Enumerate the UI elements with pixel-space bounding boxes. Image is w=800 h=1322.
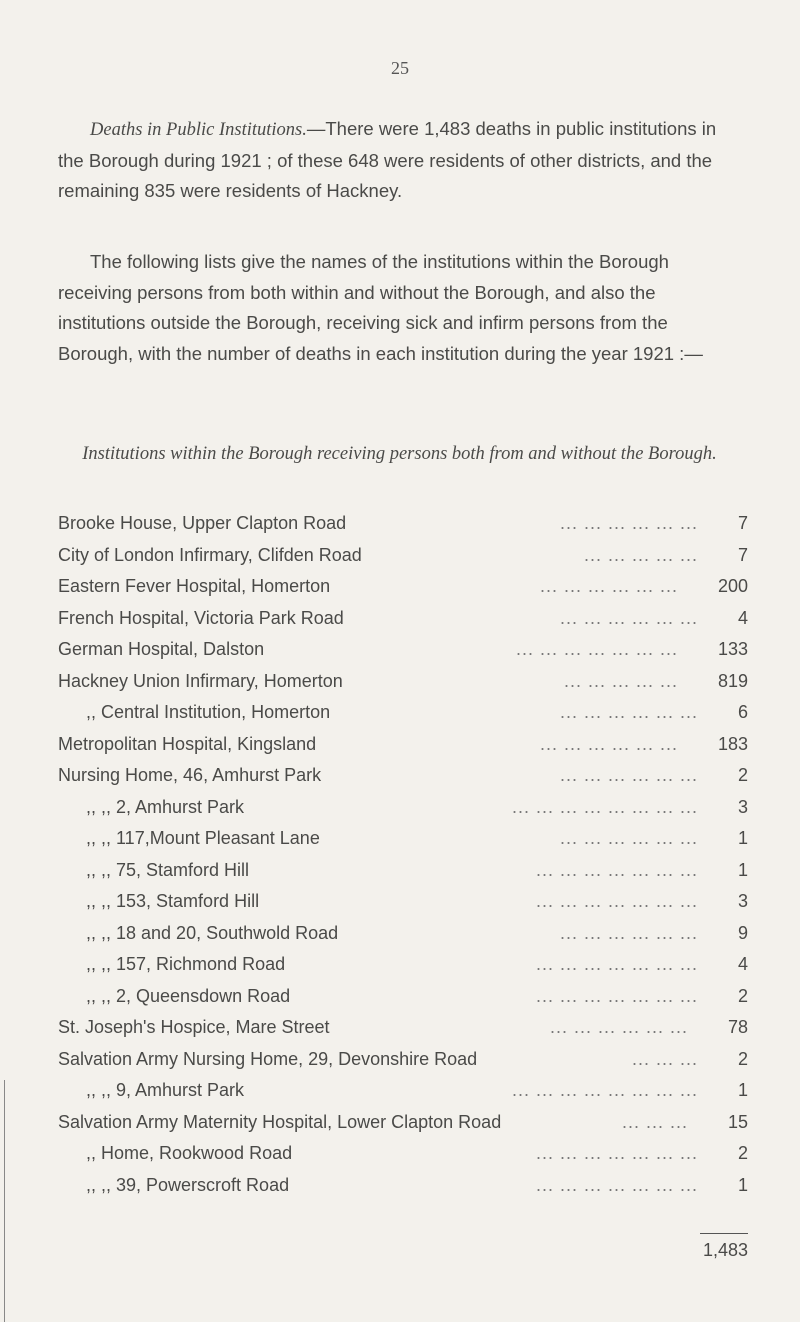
- institution-name: City of London Infirmary, Clifden Road: [58, 544, 362, 565]
- institution-name: Brooke House, Upper Clapton Road: [58, 513, 347, 533]
- section-heading: Institutions within the Borough receiving persons both from and without the Borough.: [82, 444, 717, 464]
- institution-name: ,, ,, 2, Amhurst Park: [86, 796, 245, 817]
- leader-dots: ... ... ... ... ...: [583, 544, 698, 565]
- description-paragraph: The following lists give the names of the institutions within the Borough receiving persons from both within and without the Borough, and also the institutions outside the Borough, receiving sick and infirm persons from the Borough, with the number of deaths in each institution during the year 1921 :—: [58, 251, 703, 364]
- death-count: 133: [717, 639, 748, 659]
- leader-dots: ... ... ...: [621, 1111, 688, 1132]
- leader-dots: ... ... ... ... ... ...: [539, 733, 678, 754]
- leader-dots: ... ... ... ... ... ... ...: [535, 1143, 698, 1163]
- leader-dots: ... ... ... ... ... ...: [559, 828, 698, 848]
- institution-row: [58, 571, 748, 603]
- institution-name: ,, ,, 39, Powerscroft Road: [86, 1174, 290, 1195]
- institution-name: ,, Central Institution, Homerton: [86, 702, 331, 722]
- page-number: 25: [391, 58, 409, 78]
- leader-dots: ... ... ... ... ... ... ...: [535, 954, 698, 974]
- institution-name: ,, Home, Rookwood Road: [86, 1143, 293, 1163]
- death-count: 1: [737, 859, 748, 880]
- institution-name: ,, ,, 153, Stamford Hill: [86, 891, 260, 911]
- death-count: 4: [737, 607, 748, 628]
- total-rule: [700, 1233, 748, 1234]
- institution-row: [58, 1075, 748, 1107]
- leader-dots: ... ... ... ... ... ...: [559, 765, 698, 785]
- death-count: 2: [737, 1048, 748, 1069]
- leader-dots: ... ... ...: [631, 1048, 698, 1069]
- institution-row: [58, 634, 748, 666]
- institution-name: ,, ,, 75, Stamford Hill: [86, 859, 250, 880]
- institution-row: [58, 918, 748, 950]
- leader-dots: ... ... ... ... ... ...: [549, 1017, 688, 1037]
- institution-name: Salvation Army Maternity Hospital, Lower Clapton Road: [58, 1111, 502, 1132]
- death-count: 200: [717, 576, 748, 596]
- page-edge-mark: [4, 1080, 5, 1322]
- institution-row: [58, 760, 748, 792]
- death-count: 2: [737, 985, 748, 1006]
- death-count: 1: [737, 828, 748, 848]
- institution-row: [58, 508, 748, 540]
- institution-row: [58, 1044, 748, 1076]
- institution-name: Nursing Home, 46, Amhurst Park: [58, 765, 322, 785]
- institution-row: [58, 823, 748, 855]
- institution-name: ,, ,, 18 and 20, Southwold Road: [86, 922, 339, 943]
- leader-dots: ... ... ... ... ... ...: [539, 576, 678, 596]
- institution-row: [58, 729, 748, 761]
- institution-name: German Hospital, Dalston: [58, 639, 265, 659]
- institution-row: [58, 603, 748, 635]
- leader-dots: ... ... ... ... ... ...: [559, 922, 698, 943]
- total-value: 1,483: [702, 1240, 748, 1260]
- leader-dots: ... ... ... ... ... ...: [559, 607, 698, 628]
- institution-row: [58, 540, 748, 572]
- institution-name: Metropolitan Hospital, Kingsland: [58, 733, 317, 754]
- death-count: 183: [717, 733, 748, 754]
- institution-row: [58, 1138, 748, 1170]
- institution-row: [58, 792, 748, 824]
- intro-paragraph: [58, 114, 741, 207]
- leader-dots: ... ... ... ... ... ... ... ...: [511, 1080, 698, 1100]
- death-count: 1: [737, 1174, 748, 1195]
- leader-dots: ... ... ... ... ... ...: [559, 513, 698, 533]
- institution-row: [58, 1170, 748, 1202]
- institution-name: French Hospital, Victoria Park Road: [58, 607, 344, 628]
- intro-text: —There were 1,483 deaths in public institutions in the Borough during 1921 ; of these 648 were residents of other districts, and the remaining 835 were residents of Hackney.: [58, 118, 717, 201]
- leader-dots: ... ... ... ... ... ... ...: [535, 859, 698, 880]
- death-count: 1: [737, 1080, 748, 1100]
- death-count: 7: [737, 513, 748, 533]
- institution-row: [58, 1107, 748, 1139]
- institution-name: ,, ,, 117,Mount Pleasant Lane: [86, 828, 320, 848]
- institution-name: ,, ,, 9, Amhurst Park: [86, 1080, 245, 1100]
- death-count: 4: [737, 954, 748, 974]
- institution-row: [58, 855, 748, 887]
- institution-row: [58, 949, 748, 981]
- leader-dots: ... ... ... ... ...: [563, 670, 678, 691]
- death-count: 2: [737, 765, 748, 785]
- death-count: 78: [727, 1017, 748, 1037]
- institution-row: [58, 886, 748, 918]
- leader-dots: ... ... ... ... ... ... ...: [535, 891, 698, 911]
- leader-dots: ... ... ... ... ... ... ... ...: [511, 796, 698, 817]
- institution-name: ,, ,, 2, Queensdown Road: [86, 985, 291, 1006]
- institution-row: [58, 1012, 748, 1044]
- institutions-list: [58, 508, 748, 1201]
- institution-name: Eastern Fever Hospital, Homerton: [58, 576, 331, 596]
- leader-dots: ... ... ... ... ... ... ...: [535, 985, 698, 1006]
- institution-name: ,, ,, 157, Richmond Road: [86, 954, 286, 974]
- death-count: 6: [737, 702, 748, 722]
- institution-name: St. Joseph's Hospice, Mare Street: [58, 1017, 330, 1037]
- institution-name: Hackney Union Infirmary, Homerton: [58, 670, 343, 691]
- death-count: 15: [727, 1111, 748, 1132]
- death-count: 3: [737, 796, 748, 817]
- institution-name: Salvation Army Nursing Home, 29, Devonshire Road: [58, 1048, 478, 1069]
- institution-row: [58, 981, 748, 1013]
- death-count: 7: [737, 544, 748, 565]
- death-count: 819: [717, 670, 748, 691]
- leader-dots: ... ... ... ... ... ... ...: [535, 1174, 698, 1195]
- leader-dots: ... ... ... ... ... ...: [559, 702, 698, 722]
- leader-dots: ... ... ... ... ... ... ...: [515, 639, 678, 659]
- death-count: 3: [737, 891, 748, 911]
- death-count: 9: [737, 922, 748, 943]
- institution-row: [58, 666, 748, 698]
- death-count: 2: [737, 1143, 748, 1163]
- intro-lead: Deaths in Public Institutions.: [90, 120, 307, 140]
- institution-row: [58, 697, 748, 729]
